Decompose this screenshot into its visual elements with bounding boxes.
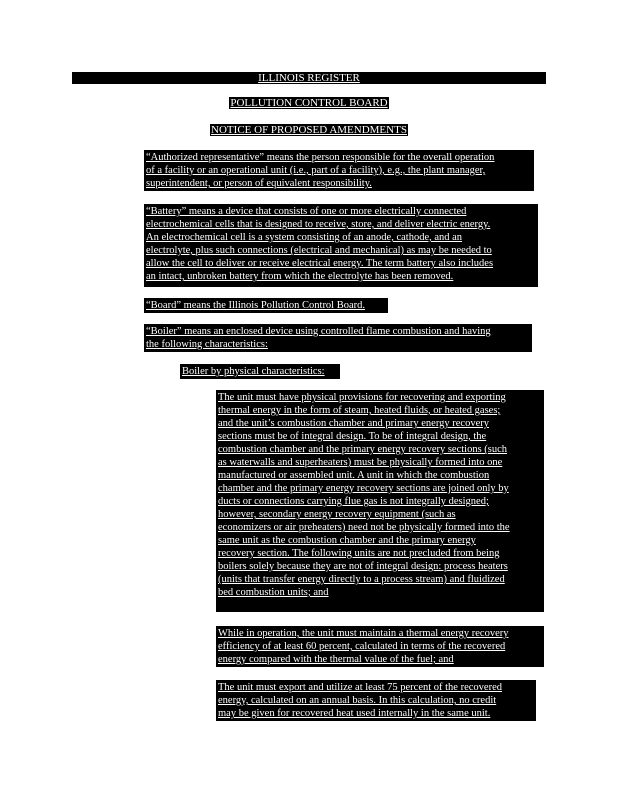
unit-physical-provisions [216,390,544,612]
text-line: the following characteristics: [146,339,268,350]
text-line: (units that transfer energy directly to a process stream) and fluidized [218,574,505,585]
text-line: sections must be of integral design. To be of integral design, the [218,431,487,442]
register-title [0,72,618,84]
text-line: and the unit’s combustion chamber and primary energy recovery [218,418,489,429]
register-title-text: ILLINOIS REGISTER [258,72,360,84]
notice-title [0,124,618,136]
thermal-efficiency-requirement [216,626,544,667]
text-line: manufactured or assembled unit. A unit in which the combustion [218,470,490,481]
text-line: The unit must have physical provisions for recovering and exporting [218,392,506,403]
text-line: ducts or connections carrying flue gas is not integrally designed; [218,496,489,507]
text-line: An electrochemical cell is a system consisting of an anode, cathode, and an [146,232,463,243]
notice-title-text: NOTICE OF PROPOSED AMENDMENTS [211,124,407,136]
text-line: as waterwalls and superheaters) must be physically formed into one [218,457,503,468]
text-line: of a facility or an operational unit (i.e., part of a facility), e.g., the plant manager, [146,165,486,176]
text-line: energy compared with the thermal value of the fuel; and [218,654,454,665]
text-line: may be given for recovered heat used internally in the same unit. [218,708,491,719]
text-line: combustion chamber and the primary energy recovery sections (such [218,444,508,455]
board-title [0,97,618,109]
definition-battery [144,204,538,287]
text-line: “Board” means the Illinois Pollution Control Board. [146,300,366,311]
text-line: superintendent, or person of equivalent responsibility. [146,178,372,189]
board-title-text: POLLUTION CONTROL BOARD [230,97,388,109]
text-line: chamber and the primary energy recovery sections are joined only by [218,483,509,494]
text-line: “Authorized representative” means the person responsible for the overall operation [146,152,495,163]
text-line: electrochemical cells that is designed to receive, store, and deliver electric energy. [146,219,491,230]
text-line: efficiency of at least 60 percent, calculated in terms of the recovered [218,641,506,652]
text-line: thermal energy in the form of steam, heated fluids, or heated gases; [218,405,501,416]
text-line: Boiler by physical characteristics: [182,366,325,377]
text-line: bed combustion units; and [218,587,329,598]
text-line: electrolyte, plus such connections (electrical and mechanical) as may be needed to [146,245,492,256]
text-line: however, secondary energy recovery equipment (such as [218,509,456,520]
boiler-physical-heading [180,364,340,379]
text-line: recovery section. The following units are not precluded from being [218,548,500,559]
definition-boiler [144,324,532,352]
definition-authorized-representative [144,150,534,191]
text-line: economizers or air preheaters) need not be physically formed into the [218,522,510,533]
text-line: same unit as the combustion chamber and the primary energy [218,535,476,546]
text-line: an intact, unbroken battery from which the electrolyte has been removed. [146,271,454,282]
text-line: While in operation, the unit must maintain a thermal energy recovery [218,628,509,639]
text-line: energy, calculated on an annual basis. In this calculation, no credit [218,695,497,706]
text-line: “Boiler” means an enclosed device using controlled flame combustion and having [146,326,491,337]
text-line: The unit must export and utilize at least 75 percent of the recovered [218,682,502,693]
definition-board [144,298,388,313]
energy-export-requirement [216,680,536,721]
text-line: allow the cell to deliver or receive electrical energy. The term battery also includes [146,258,494,269]
text-line: boilers solely because they are not of integral design: process heaters [218,561,508,572]
text-line: “Battery” means a device that consists of one or more electrically connected [146,206,467,217]
